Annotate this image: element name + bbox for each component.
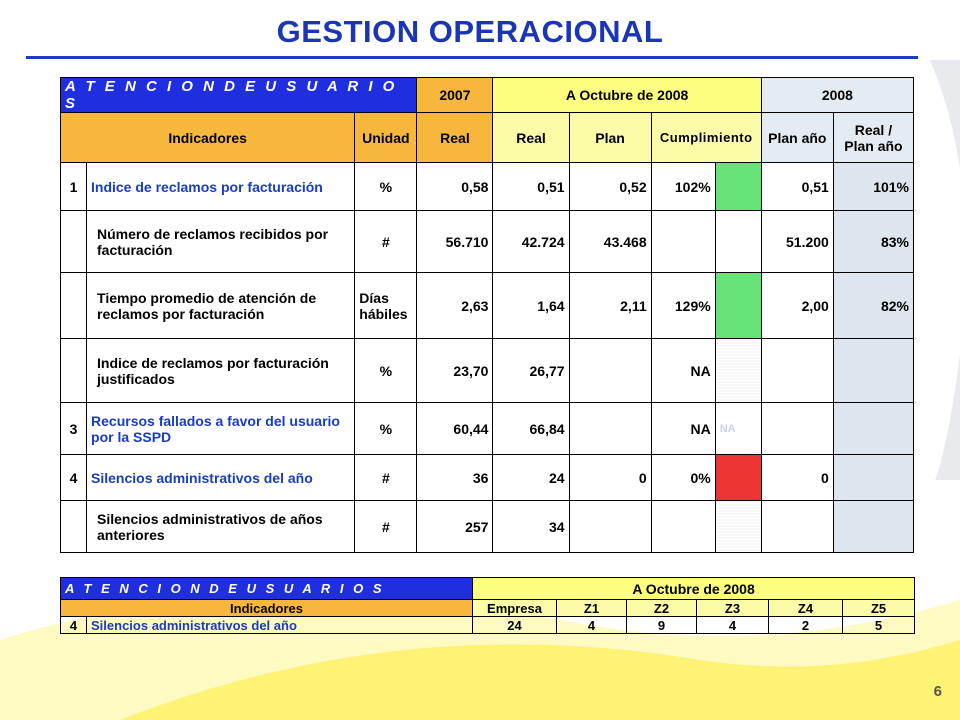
row-plan: 43.468 <box>569 211 651 273</box>
row-unit: % <box>355 403 417 455</box>
row-real-2008: 24 <box>493 455 569 501</box>
zone-col-z1: Z1 <box>557 600 627 617</box>
row-number: 3 <box>61 403 87 455</box>
row-plan-ano: 0 <box>761 455 833 501</box>
indicator-row <box>61 455 914 501</box>
col-real-plan-line2: Plan año <box>844 137 903 154</box>
col-real-2007: Real <box>417 113 493 163</box>
group-2008: 2008 <box>761 78 913 113</box>
row-real-plan-ratio <box>833 339 913 403</box>
page-title: GESTION OPERACIONAL <box>276 14 664 49</box>
row-cumplimiento: NA <box>651 339 715 403</box>
indicator-row <box>61 273 914 339</box>
attention-indicators-table <box>60 77 914 553</box>
row-number: 4 <box>61 455 87 501</box>
zone-col-empresa: Empresa <box>473 600 557 617</box>
row-status-indicator: NA <box>715 403 761 455</box>
row-real-2008: 66,84 <box>493 403 569 455</box>
row-real-2007: 60,44 <box>417 403 493 455</box>
row-plan-ano <box>761 339 833 403</box>
row-indicator-label: Número de reclamos recibidos por facturación <box>87 211 355 273</box>
row-real-2008: 42.724 <box>493 211 569 273</box>
row-plan-ano <box>761 403 833 455</box>
zone-period: A Octubre de 2008 <box>473 578 915 600</box>
row-cumplimiento: 102% <box>651 163 715 211</box>
zone-row-num: 4 <box>61 617 87 634</box>
row-real-2007: 36 <box>417 455 493 501</box>
col-unidad: Unidad <box>355 113 417 163</box>
zone-val-z1: 4 <box>557 617 627 634</box>
row-real-plan-ratio: 82% <box>833 273 913 339</box>
row-indicator-label: Silencios administrativos del año <box>87 455 355 501</box>
zone-col-z3: Z3 <box>697 600 769 617</box>
row-indicator-label: Tiempo promedio de atención de reclamos por facturación <box>87 273 355 339</box>
zone-row-label: Silencios administrativos del año <box>87 617 473 634</box>
row-status-indicator <box>715 455 761 501</box>
row-plan: 0 <box>569 455 651 501</box>
col-real-plan <box>833 113 913 163</box>
row-real-2007: 257 <box>417 501 493 553</box>
zone-val-z3: 4 <box>697 617 769 634</box>
row-real-plan-ratio: 101% <box>833 163 913 211</box>
row-real-2008: 1,64 <box>493 273 569 339</box>
row-real-2007: 56.710 <box>417 211 493 273</box>
row-status-indicator <box>715 339 761 403</box>
row-real-2008: 34 <box>493 501 569 553</box>
indicator-row <box>61 501 914 553</box>
col-real-plan-line1: Real / <box>854 121 893 138</box>
row-unit: Días hábiles <box>355 273 417 339</box>
col-plan-ano: Plan año <box>761 113 833 163</box>
row-real-2008: 0,51 <box>493 163 569 211</box>
page-number: 6 <box>933 683 942 700</box>
zone-val-z5: 5 <box>843 617 915 634</box>
row-real-2007: 23,70 <box>417 339 493 403</box>
section-header: A T E N C I O N D E U S U A R I O S <box>61 78 417 113</box>
row-unit: # <box>355 501 417 553</box>
zone-section-header: A T E N C I O N D E U S U A R I O S <box>61 578 473 600</box>
row-plan: 2,11 <box>569 273 651 339</box>
main-table-body <box>61 163 914 553</box>
row-indicator-label: Indice de reclamos por facturación <box>87 163 355 211</box>
row-real-2008: 26,77 <box>493 339 569 403</box>
row-indicator-label: Indice de reclamos por facturación justificados <box>87 339 355 403</box>
indicator-row <box>61 339 914 403</box>
col-cumplimiento: Cumplimiento <box>651 113 761 163</box>
row-cumplimiento <box>651 211 715 273</box>
row-indicator-label: Recursos fallados a favor del usuario por la SSPD <box>87 403 355 455</box>
col-real-2008: Real <box>493 113 569 163</box>
title-underline <box>26 56 918 59</box>
zone-val-z2: 9 <box>627 617 697 634</box>
row-plan-ano <box>761 501 833 553</box>
row-number <box>61 273 87 339</box>
row-status-indicator <box>715 273 761 339</box>
zone-indicators-table <box>60 577 915 634</box>
row-unit: % <box>355 163 417 211</box>
row-real-2007: 2,63 <box>417 273 493 339</box>
zone-col-z5: Z5 <box>843 600 915 617</box>
row-real-2007: 0,58 <box>417 163 493 211</box>
row-indicator-label: Silencios administrativos de años anteriores <box>87 501 355 553</box>
row-plan <box>569 339 651 403</box>
row-real-plan-ratio: 83% <box>833 211 913 273</box>
row-cumplimiento: 0% <box>651 455 715 501</box>
row-number <box>61 339 87 403</box>
row-unit: # <box>355 211 417 273</box>
row-number <box>61 211 87 273</box>
zone-col-indicadores: Indicadores <box>61 600 473 617</box>
row-unit: % <box>355 339 417 403</box>
col-indicadores: Indicadores <box>61 113 355 163</box>
col-plan: Plan <box>569 113 651 163</box>
row-real-plan-ratio <box>833 403 913 455</box>
row-real-plan-ratio <box>833 501 913 553</box>
group-2007: 2007 <box>417 78 493 113</box>
row-cumplimiento <box>651 501 715 553</box>
zone-col-z4: Z4 <box>769 600 843 617</box>
row-plan <box>569 403 651 455</box>
grey-curve-right <box>930 60 960 480</box>
row-status-indicator <box>715 163 761 211</box>
zone-val-empresa: 24 <box>473 617 557 634</box>
row-real-plan-ratio <box>833 455 913 501</box>
row-cumplimiento: 129% <box>651 273 715 339</box>
indicator-row <box>61 403 914 455</box>
row-cumplimiento: NA <box>651 403 715 455</box>
row-number: 1 <box>61 163 87 211</box>
row-number <box>61 501 87 553</box>
zone-col-z2: Z2 <box>627 600 697 617</box>
row-plan <box>569 501 651 553</box>
row-plan-ano: 0,51 <box>761 163 833 211</box>
row-status-indicator <box>715 501 761 553</box>
row-plan-ano: 2,00 <box>761 273 833 339</box>
row-status-indicator <box>715 211 761 273</box>
indicator-row <box>61 163 914 211</box>
indicator-row <box>61 211 914 273</box>
row-plan: 0,52 <box>569 163 651 211</box>
row-unit: # <box>355 455 417 501</box>
row-plan-ano: 51.200 <box>761 211 833 273</box>
group-oct-2008: A Octubre de 2008 <box>493 78 761 113</box>
zone-val-z4: 2 <box>769 617 843 634</box>
